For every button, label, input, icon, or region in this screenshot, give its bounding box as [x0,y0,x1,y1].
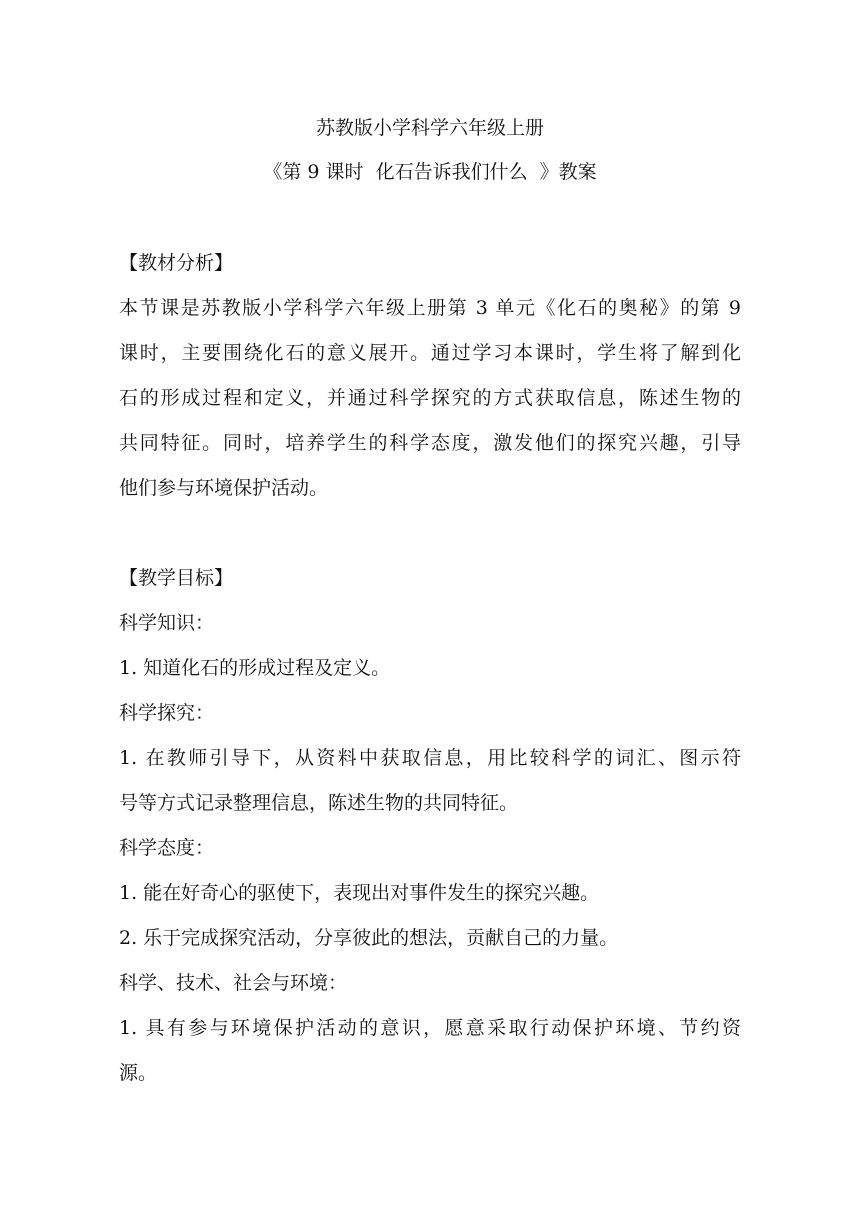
analysis-paragraph-line: 石的形成过程和定义，并通过科学探究的方式获取信息，陈述生物的 [119,387,741,409]
objective-item: 2. 乐于完成探究活动，分享彼此的想法，贡献自己的力量。 [119,927,619,949]
objective-item: 1. 具有参与环境保护活动的意识，愿意采取行动保护环境、节约资 [119,1017,741,1039]
objective-item-continuation: 源。 [119,1062,158,1084]
objective-item: 1. 能在好奇心的驱使下，表现出对事件发生的探究兴趣。 [119,882,600,904]
analysis-paragraph-line: 本节课是苏教版小学科学六年级上册第 3 单元《化石的奥秘》的第 9 [119,297,741,319]
analysis-paragraph-line: 他们参与环境保护活动。 [119,477,329,499]
objective-item: 1. 知道化石的形成过程及定义。 [119,657,391,679]
objective-label-inquiry: 科学探究： [119,702,215,724]
objective-item: 1. 在教师引导下，从资料中获取信息，用比较科学的词汇、图示符 [119,747,741,769]
objective-label-attitude: 科学态度： [119,837,215,859]
section-heading-objectives: 【教学目标】 [119,567,234,589]
analysis-paragraph-line: 共同特征。同时，培养学生的科学态度，激发他们的探究兴趣，引导 [119,432,741,454]
objective-label-knowledge: 科学知识： [119,612,215,634]
document-subtitle: 《第 9 课时 化石告诉我们什么 》教案 [263,161,597,183]
analysis-paragraph-line: 课时，主要围绕化石的意义展开。通过学习本课时，学生将了解到化 [119,342,741,364]
document-title: 苏教版小学科学六年级上册 [315,117,544,139]
section-heading-analysis: 【教材分析】 [119,252,234,274]
objective-item-continuation: 号等方式记录整理信息，陈述生物的共同特征。 [119,792,519,814]
objective-label-sts: 科学、技术、社会与环境： [119,972,348,994]
